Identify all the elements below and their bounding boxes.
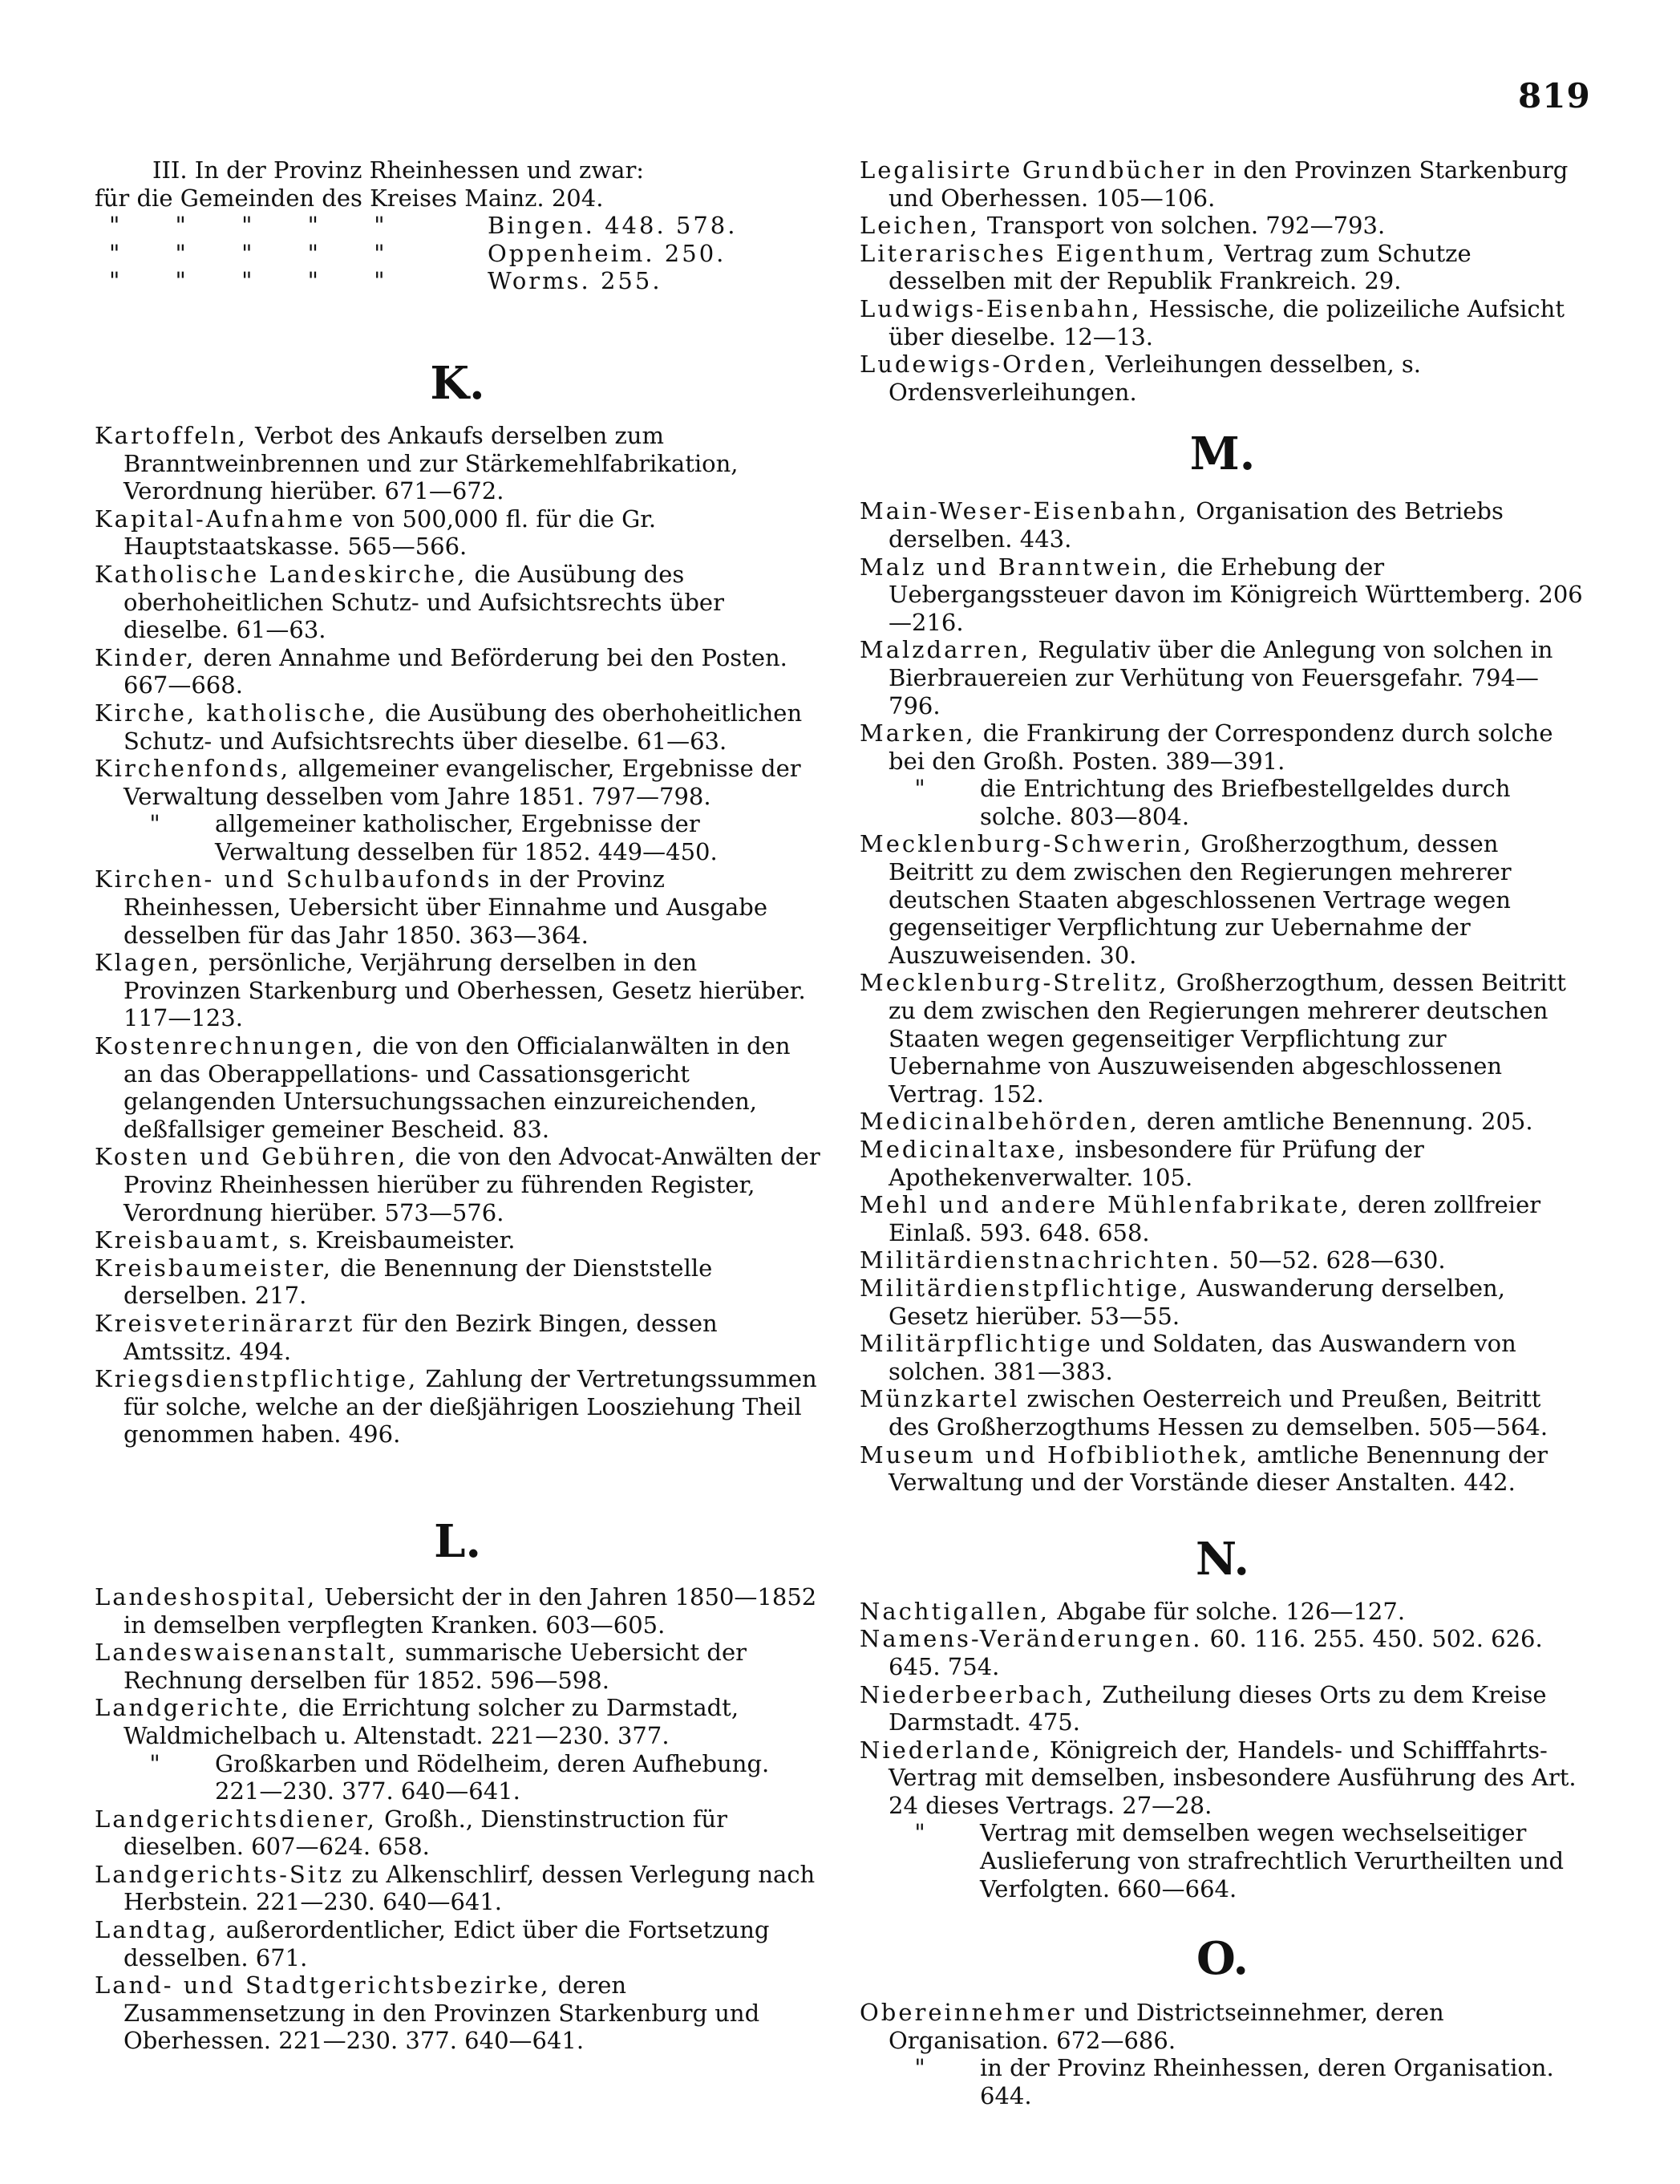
- entry-text: für den Bezirk Bingen, dessen Amtssitz. 494.: [123, 1309, 718, 1365]
- entry-text: Transport von solchen. 792—793.: [986, 212, 1386, 240]
- entry-term: Ludwigs-Eisenbahn,: [860, 294, 1142, 322]
- index-entry: [860, 1999, 1585, 2054]
- entry-term: Kartoffeln,: [95, 421, 248, 449]
- entry-text: deren zollfreier Einlaß. 593. 648. 658.: [889, 1191, 1541, 1246]
- index-entry: [95, 1226, 820, 1254]
- index-entry: [860, 1625, 1585, 1680]
- entry-text: Vertrag zum Schutze desselben mit der Republik Frankreich. 29.: [889, 239, 1472, 295]
- entry-text: Uebersicht der in den Jahren 1850—1852 in demselben verpflegten Kranken. 603—605.: [123, 1582, 817, 1639]
- ditto-marks: " " " " ": [109, 212, 409, 240]
- entry-text: amtliche Benennung der Verwaltung und der Vorstände dieser Anstalten. 442.: [889, 1440, 1548, 1497]
- entry-term: Katholische Landeskirche,: [95, 560, 468, 588]
- entry-term: Landgerichtsdiener,: [95, 1805, 377, 1833]
- entry-term: Kreisbauamt,: [95, 1226, 282, 1254]
- index-entry: [95, 1310, 820, 1365]
- entry-text: Organisation des Betriebs derselben. 443.: [889, 497, 1504, 553]
- entry-term: Obereinnehmer: [860, 1999, 1077, 2027]
- entry-text: deren amtliche Benennung. 205.: [1147, 1108, 1533, 1136]
- entry-text: die Ausübung des oberhoheitlichen Schutz- und Aufsichtsrechts über dieselbe. 61—63.: [123, 699, 803, 755]
- entry-term: Kapital-Aufnahme: [95, 504, 346, 533]
- index-entry: [860, 969, 1585, 1108]
- entry-text: außerordentlicher, Edict über die Fortsetzung desselben. 671.: [123, 1916, 770, 1971]
- entry-term: Nachtigallen,: [860, 1597, 1050, 1625]
- entry-term: Namens-Veränderungen.: [860, 1625, 1203, 1653]
- entry-text: deren Annahme und Beförderung bei den Posten. 667—668.: [123, 643, 787, 699]
- entry-term: Militärpflichtige: [860, 1330, 1093, 1358]
- intro-row: [95, 240, 820, 268]
- index-entry: [95, 422, 820, 505]
- index-entry: [860, 350, 1585, 406]
- entry-term: Mecklenburg-Strelitz,: [860, 969, 1169, 997]
- entry-term: Kostenrechnungen,: [95, 1032, 366, 1060]
- index-entry: [95, 1365, 820, 1449]
- entry-text: insbesondere für Prüfung der Apothekenverwalter. 105.: [889, 1136, 1424, 1191]
- entry-text: in den Provinzen Starkenburg und Oberhessen. 105—106.: [889, 156, 1569, 212]
- section-letter: L.: [434, 1514, 481, 1568]
- ditto-mark: ": [149, 810, 160, 838]
- index-entry: [95, 755, 820, 810]
- index-entry: [95, 1639, 820, 1694]
- section-entries: [95, 422, 820, 1449]
- section-entries: [860, 497, 1585, 1496]
- entry-term: Landgerichts-Sitz: [95, 1860, 344, 1888]
- index-entry: [860, 1191, 1585, 1246]
- entry-term: Mecklenburg-Schwerin,: [860, 830, 1194, 858]
- entry-term: Kirchenfonds,: [95, 755, 291, 783]
- subentry-text: Großkarben und Rödelheim, deren Aufhebung. 221—230. 377. 640—641.: [215, 1749, 770, 1805]
- entry-text: und Soldaten, das Auswandern von solchen. 381—383.: [889, 1330, 1516, 1385]
- entry-text: die Benennung der Dienststelle derselben. 217.: [123, 1254, 713, 1310]
- entry-term: Legalisirte Grundbücher: [860, 156, 1207, 184]
- index-entry: [95, 1254, 820, 1310]
- subentry-text: die Entrichtung des Briefbestellgeldes durch solche. 803—804.: [980, 775, 1511, 830]
- index-entry: [95, 1805, 820, 1861]
- section-letter: N.: [1195, 1532, 1250, 1586]
- entry-text: summarische Uebersicht der Rechnung derselben für 1852. 596—598.: [123, 1639, 747, 1694]
- entry-text: die von den Advocat-Anwälten der Provinz Rheinhessen hierüber zu führenden Register, Verordnung hierüber. 573—576.: [123, 1143, 820, 1226]
- entry-text: zwischen Oesterreich und Preußen, Beitritt des Großherzogthums Hessen zu demselben. 505—564.: [889, 1385, 1548, 1440]
- index-entry: [95, 865, 820, 949]
- entry-text: Großh., Dienstinstruction für dieselben. 607—624. 658.: [123, 1805, 727, 1861]
- index-entry: [860, 553, 1585, 637]
- entry-text: die Ausübung des oberhoheitlichen Schutz- und Aufsichtsrechts über dieselbe. 61—63.: [123, 560, 724, 644]
- province-rheinhessen-intro: [95, 156, 820, 295]
- entry-term: Leichen,: [860, 212, 980, 240]
- entry-text: persönliche, Verjährung derselben in den Provinzen Starkenburg und Oberhessen, Gesetz hierüber. 117—123.: [123, 949, 806, 1032]
- entry-term: Literarisches Eigenthum,: [860, 239, 1217, 267]
- entry-text: s. Kreisbaumeister.: [289, 1226, 516, 1254]
- index-subentry: [860, 2054, 1585, 2109]
- index-entry: [95, 699, 820, 755]
- entry-term: Niederbeerbach,: [860, 1680, 1095, 1708]
- index-entry: [95, 1916, 820, 1971]
- entry-text: die Erhebung der Uebergangssteuer davon im Königreich Württemberg. 206—216.: [889, 553, 1583, 636]
- entry-term: Niederlande,: [860, 1736, 1042, 1764]
- ditto-mark: ": [914, 2054, 925, 2082]
- entry-text: Großherzogthum, dessen Beitritt zu dem zwischen den Regierungen mehrerer deutschen Staaten wegen gegenseitiger Verpflichtung zur Uebernahme von Auszuweisenden abgeschlossenen Vertrag. 152.: [889, 969, 1566, 1108]
- entry-text: Zutheilung dieses Orts zu dem Kreise Darmstadt. 475.: [889, 1680, 1547, 1736]
- index-entry: [860, 1385, 1585, 1440]
- index-entry: [860, 1598, 1585, 1626]
- ditto-mark: ": [914, 775, 925, 803]
- intro-row-text: Bingen. 448. 578.: [488, 212, 738, 240]
- section-letter: M.: [1189, 427, 1256, 481]
- entry-text: die Frankirung der Correspondenz durch solche bei den Großh. Posten. 389—391.: [889, 719, 1553, 775]
- index-entry: [860, 212, 1585, 240]
- entry-term: Malz und Branntwein,: [860, 553, 1170, 581]
- index-subentry: [95, 1750, 820, 1805]
- entry-term: Landeswaisenanstalt,: [95, 1639, 398, 1667]
- index-entry: [860, 1136, 1585, 1191]
- intro-row: [95, 212, 820, 240]
- entry-term: Marken,: [860, 719, 976, 748]
- entry-text: Regulativ über die Anlegung von solchen in Bierbrauereien zur Verhütung von Feuersgefahr. 794—796.: [889, 636, 1553, 719]
- index-entry: [860, 1330, 1585, 1385]
- entry-text: zu Alkenschlirf, dessen Verlegung nach Herbstein. 221—230. 640—641.: [123, 1860, 816, 1916]
- entry-text: Königreich der, Handels- und Schifffahrts-Vertrag mit demselben, insbesondere Ausführung des Art. 24 dieses Vertrags. 27—28.: [889, 1736, 1577, 1819]
- entry-text: 50—52. 628—630.: [1229, 1246, 1446, 1274]
- intro-row: [95, 267, 820, 295]
- right-top-entries: [860, 156, 1585, 406]
- section-letter: K.: [430, 356, 485, 410]
- index-subentry: [95, 810, 820, 865]
- entry-text: Hessische, die polizeiliche Aufsicht über dieselbe. 12—13.: [889, 294, 1565, 350]
- entry-term: Kirche, katholische,: [95, 699, 378, 727]
- index-entry: [860, 1274, 1585, 1330]
- section-entries: [860, 1999, 1585, 2109]
- entry-term: Museum und Hofbibliothek,: [860, 1440, 1250, 1469]
- entry-text: Auswanderung derselben, Gesetz hierüber. 53—55.: [889, 1274, 1505, 1330]
- intro-row-text: Oppenheim. 250.: [488, 239, 727, 267]
- index-entry: [860, 1441, 1585, 1497]
- section-entries: [860, 1598, 1585, 1903]
- entry-text: und Districtseinnehmer, deren Organisation. 672—686.: [889, 1999, 1444, 2054]
- index-subentry: [860, 775, 1585, 830]
- subentry-text: in der Provinz Rheinhessen, deren Organisation. 644.: [980, 2054, 1554, 2110]
- ditto-marks: " " " " ": [109, 267, 409, 295]
- entry-text: die Errichtung solcher zu Darmstadt, Waldmichelbach u. Altenstadt. 221—230. 377.: [123, 1694, 739, 1749]
- entry-term: Militärdienstpflichtige,: [860, 1274, 1190, 1302]
- entry-term: Landgerichte,: [95, 1694, 291, 1722]
- entry-term: Landtag,: [95, 1916, 219, 1944]
- subentry-text: Vertrag mit demselben wegen wechselseitiger Auslieferung von strafrechtlich Verurtheilten und Verfolgten. 660—664.: [980, 1819, 1565, 1902]
- right-sections: [860, 427, 1585, 2110]
- entry-term: Kriegsdienstpflichtige,: [95, 1365, 419, 1393]
- index-entry: [860, 1246, 1585, 1274]
- index-entry: [860, 1736, 1585, 1820]
- entry-text: Großherzogthum, dessen Beitritt zu dem zwischen den Regierungen mehrerer deutschen Staaten abgeschlossenen Vertrage wegen gegenseitiger Verpflichtung zur Uebernahme der Auszuweisenden. 30.: [889, 830, 1512, 969]
- intro-line: für die Gemeinden des Kreises Mainz. 204.: [95, 184, 604, 212]
- ditto-marks: " " " " ": [109, 239, 409, 267]
- right-column: [860, 156, 1585, 2110]
- index-entry: [860, 240, 1585, 295]
- entry-term: Kosten und Gebühren,: [95, 1143, 408, 1171]
- section-entries: [95, 1583, 820, 2055]
- entry-term: Medicinaltaxe,: [860, 1136, 1068, 1163]
- entry-term: Landeshospital,: [95, 1582, 318, 1611]
- entry-text: Zahlung der Vertretungssummen für solche, welche an der dießjährigen Loosziehung Theil genommen haben. 496.: [123, 1365, 817, 1449]
- subentry-text: allgemeiner katholischer, Ergebnisse der Verwaltung desselben für 1852. 449—450.: [215, 810, 718, 865]
- index-entry: [95, 561, 820, 644]
- index-entry: [95, 644, 820, 699]
- entry-term: Militärdienstnachrichten.: [860, 1246, 1222, 1274]
- section-letter: O.: [1196, 1932, 1249, 1986]
- index-entry: [860, 830, 1585, 969]
- index-entry: [95, 949, 820, 1032]
- entry-text: 60. 116. 255. 450. 502. 626. 645. 754.: [889, 1625, 1543, 1680]
- entry-text: allgemeiner evangelischer, Ergebnisse der Verwaltung desselben vom Jahre 1851. 797—798.: [123, 755, 801, 810]
- entry-text: in der Provinz Rheinhessen, Uebersicht über Einnahme und Ausgabe desselben für das Jahr 1850. 363—364.: [123, 865, 767, 949]
- left-sections: [95, 356, 820, 2055]
- index-entry: [860, 1108, 1585, 1136]
- index-entry: [95, 505, 820, 561]
- index-entry: [860, 497, 1585, 553]
- entry-term: Münzkartel: [860, 1385, 1020, 1413]
- ditto-mark: ": [914, 1819, 925, 1847]
- index-entry: [95, 1583, 820, 1639]
- entry-term: Main-Weser-Eisenbahn,: [860, 497, 1189, 525]
- entry-term: Medicinalbehörden,: [860, 1108, 1140, 1136]
- entry-term: Malzdarren,: [860, 636, 1031, 664]
- index-entry: [860, 295, 1585, 350]
- index-entry: [860, 156, 1585, 212]
- index-entry: [95, 1861, 820, 1916]
- index-entry: [95, 1971, 820, 2055]
- index-subentry: [860, 1819, 1585, 1902]
- entry-term: Kreisveterinärarzt: [95, 1309, 355, 1337]
- index-entry: [95, 1032, 820, 1143]
- entry-text: Verbot des Ankaufs derselben zum Branntweinbrennen und zur Stärkemehlfabrikation, Verordnung hierüber. 671—672.: [123, 421, 739, 505]
- entry-text: Abgabe für solche. 126—127.: [1057, 1597, 1406, 1625]
- page-number: 819: [1518, 76, 1591, 115]
- entry-text: die von den Officialanwälten in den an das Oberappellations- und Cassationsgericht gelangenden Untersuchungssachen einzureichenden, deßfallsiger gemeiner Bescheid. 83.: [123, 1032, 791, 1143]
- entry-term: Kinder,: [95, 643, 196, 671]
- entry-text: von 500,000 fl. für die Gr. Hauptstaatskasse. 565—566.: [123, 504, 657, 561]
- entry-term: Land- und Stadtgerichtsbezirke,: [95, 1971, 551, 2000]
- entry-term: Kirchen- und Schulbaufonds: [95, 865, 492, 893]
- index-entry: [860, 1681, 1585, 1736]
- entry-text: deren Zusammensetzung in den Provinzen Starkenburg und Oberhessen. 221—230. 377. 640—641.: [123, 1971, 760, 2055]
- intro-row-text: Worms. 255.: [488, 267, 662, 295]
- index-entry: [860, 719, 1585, 775]
- entry-term: Ludewigs-Orden,: [860, 350, 1099, 379]
- entry-text: Verleihungen desselben, s. Ordensverleihungen.: [889, 350, 1422, 406]
- index-entry: [95, 1694, 820, 1749]
- left-column: [95, 156, 820, 2055]
- entry-term: Mehl und andere Mühlenfabrikate,: [860, 1191, 1350, 1219]
- index-entry: [860, 636, 1585, 719]
- entry-term: Kreisbaumeister,: [95, 1254, 333, 1282]
- ditto-mark: ": [149, 1749, 160, 1777]
- intro-heading: III. In der Provinz Rheinhessen und zwar:: [152, 156, 645, 184]
- index-entry: [95, 1143, 820, 1226]
- entry-term: Klagen,: [95, 949, 201, 977]
